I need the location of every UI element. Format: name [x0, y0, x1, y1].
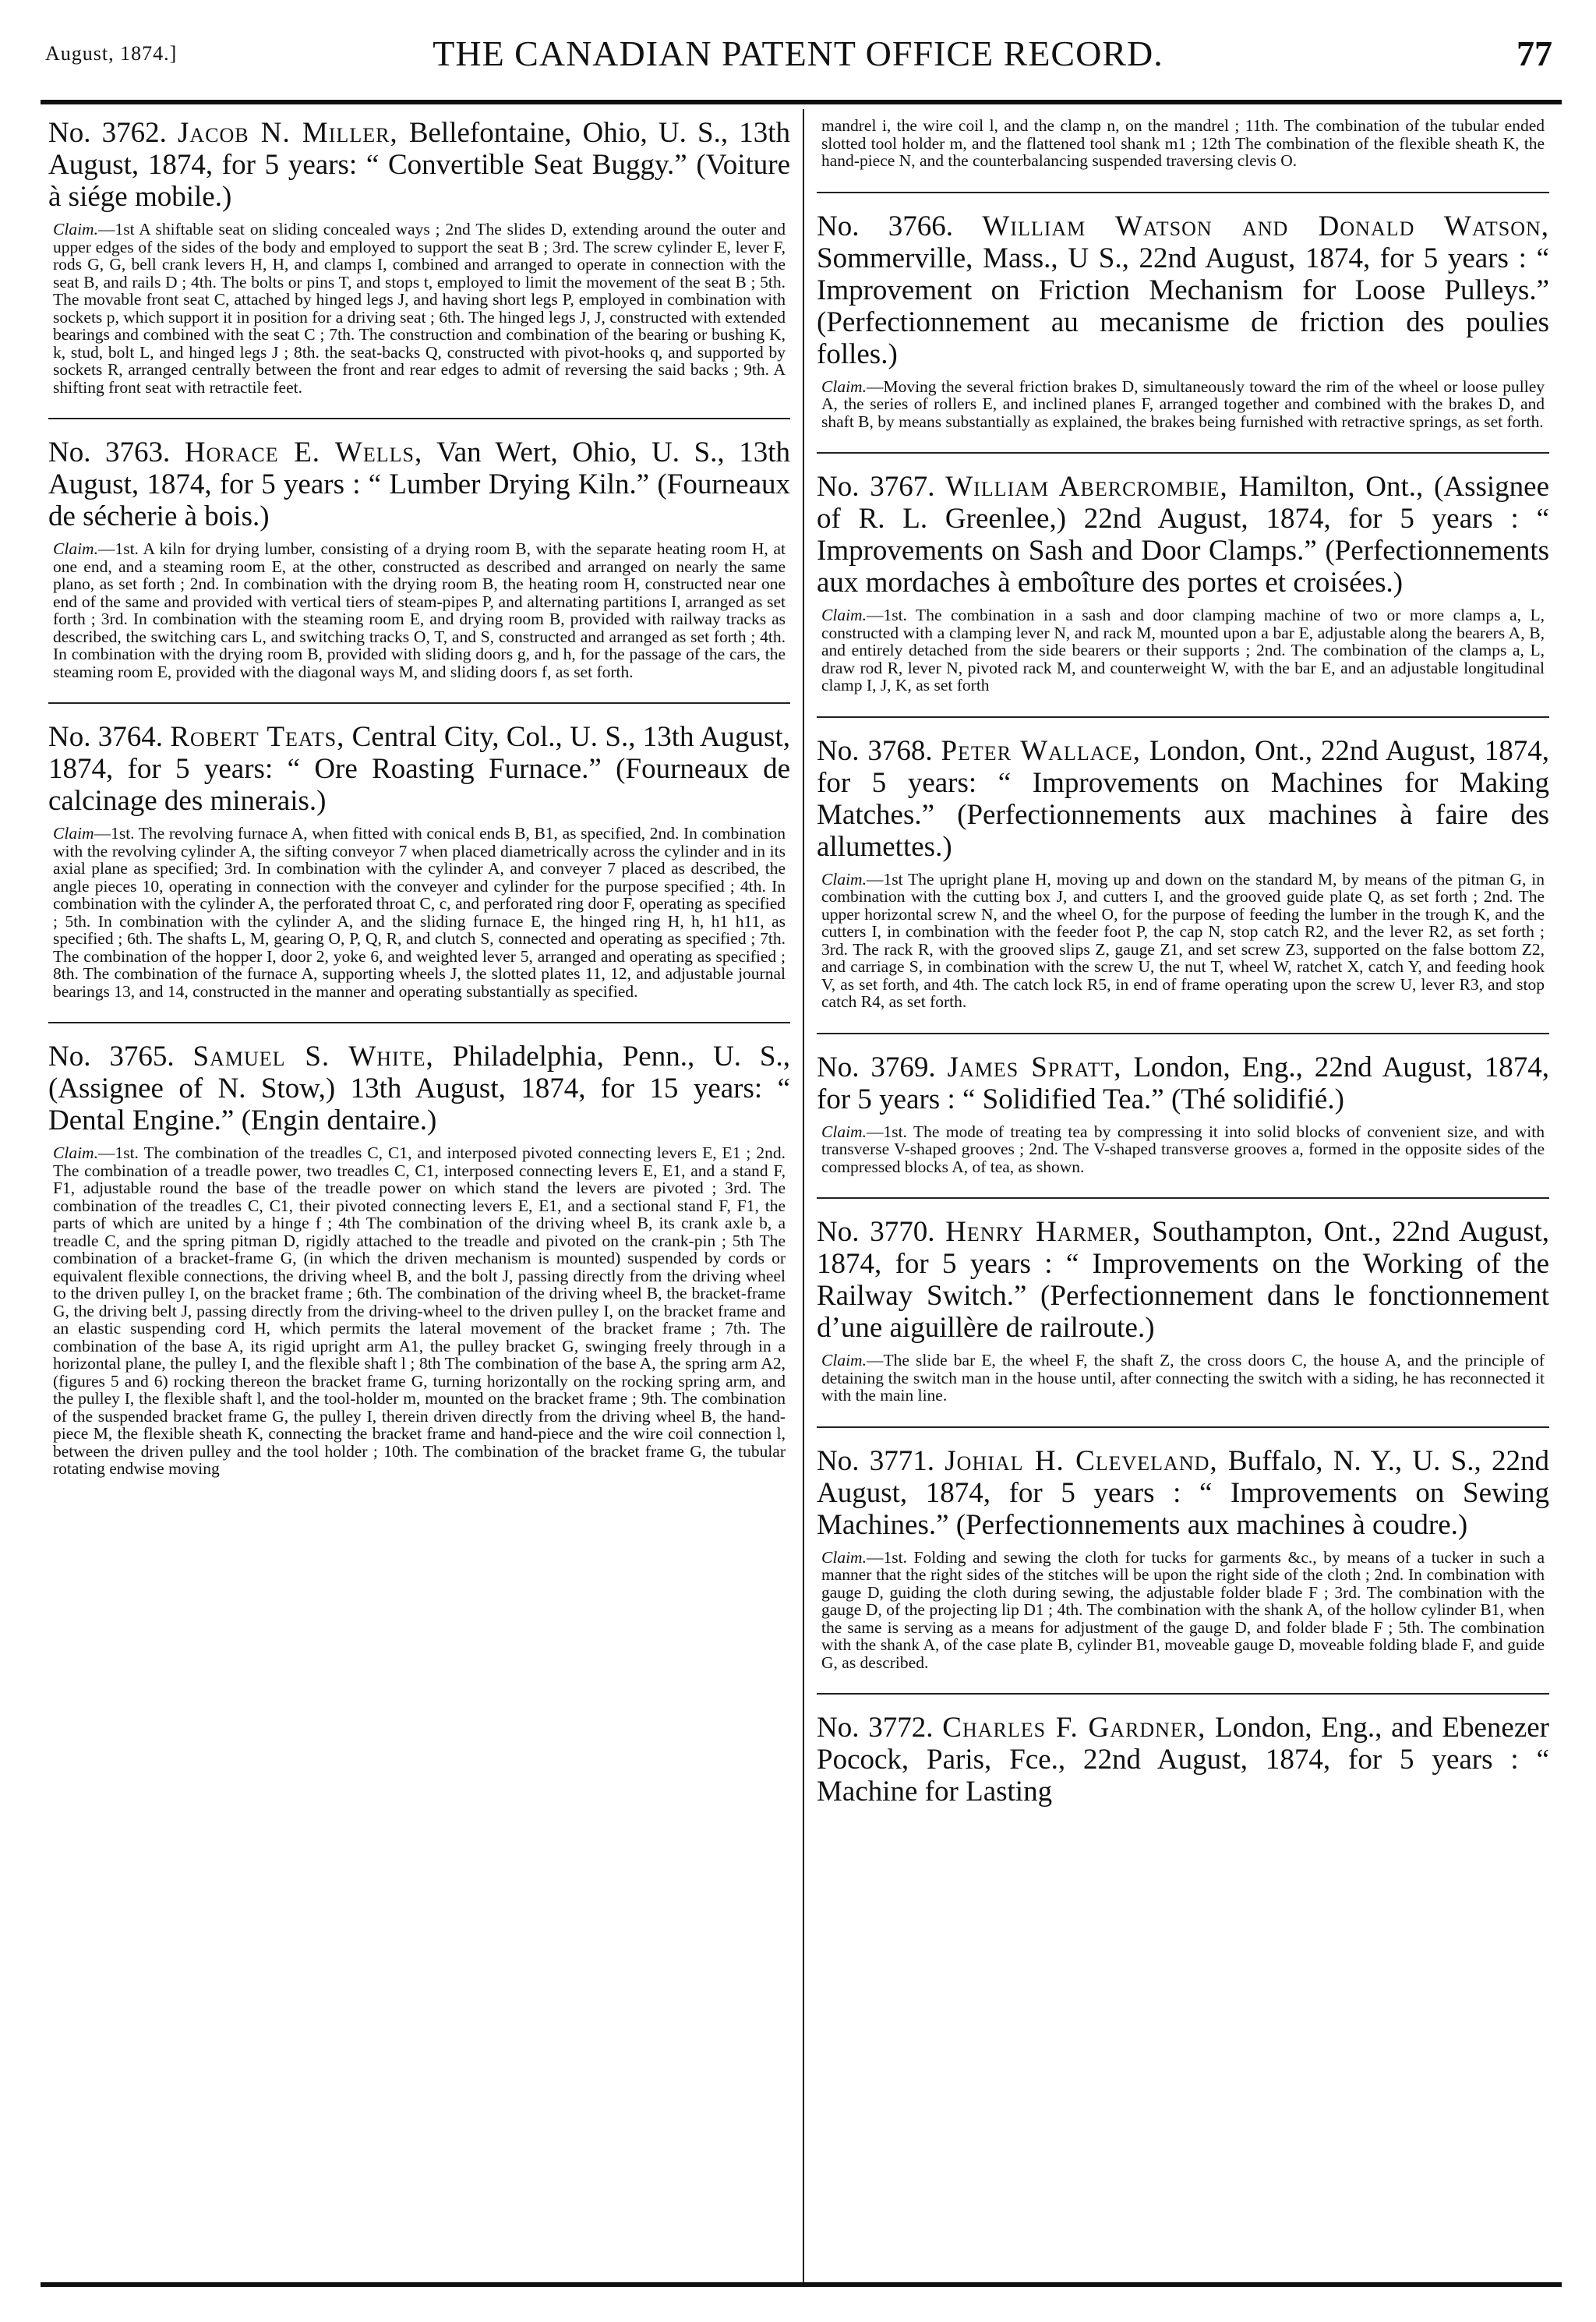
entry-heading — [48, 117, 790, 213]
patent-number: No. 3762. — [48, 117, 167, 149]
entry-divider — [817, 1426, 1549, 1428]
patent-details: Central City, Col., U. S., 13th August, 1874, for 5 years: “ Ore Roasting Furnace.” (Fourneaux de calcinage des minerais.) — [48, 721, 790, 817]
patent-entry-3765-continued — [817, 117, 1549, 170]
patent-details: Bellefontaine, Ohio, U. S., 13th August, 1874, for 5 years: “ Convertible Seat Buggy.” (Voiture à siége mobile.) — [48, 117, 790, 213]
page-number: 77 — [1517, 34, 1552, 73]
claim-label: Claim. — [821, 869, 867, 889]
claim-text — [48, 825, 790, 1000]
claim-label: Claim. — [821, 1122, 867, 1141]
patent-entry-3766 — [817, 210, 1549, 431]
claim-body: —1st. A kiln for drying lumber, consisting of a drying room B, with the separate heating room H, at one end, and a steaming room E, at the other, constructed as described and arranged on nearly the same plano, as set forth ; 2nd. In combination with the drying room B, the heating room H, constructed near one end of the same and provided with vertical tiers of steam-pipes P, and alternating partitions I, arranged as set forth ; 3rd. In combination with the steaming room E, and drying room B, provided with railway tracks as described, the switching cars L, and switching tracks O, T, and S, constructed and arranged as set forth ; 4th. In combination with the drying room B, provided with sliding doors g, and h, for the passage of the cars, the steaming room E, provided with the diagonal ways M, and sliding doors f, as set forth. — [53, 539, 786, 681]
patent-entry-3763 — [48, 436, 790, 680]
claim-body: —1st. The revolving furnace A, when fitted with conical ends B, B1, as specified, 2nd. In combination with the revolving cylinder A, the sifting conveyor 7 when placed diametrically across the cylinder and in its axial plane as specified; 3rd. In combination with the cylinder A, and conveyer 7 placed as described, the angle pieces 10, operating in connection with the conveyer and cylinder for the purpose specified ; 4th. In combination with the cylinder A, the perforated throat C, c, and perforated ring door F, operating as specified ; 5th. In combination with the cylinder A, and the sliding furnace E, the hinged ring H, h, h1 h11, as specified ; 6th. The shafts L, M, gearing O, P, Q, R, and clutch S, connected and operating as specified ; 7th. The combination of the hopper I, door 2, yoke 6, and weighted lever 5, arranged and operating as specified ; 8th. The combination of the furnace A, supporting wheels J, the slotted plates 11, 12, and adjustable journal bearings 13, and 14, constructed in the manner and operating substantially as specified. — [53, 824, 786, 1001]
entry-divider — [48, 418, 790, 419]
claim-body: —1st. The mode of treating tea by compressing it into solid blocks of convenient size, and with transverse V-shaped grooves ; 2nd. The V-shaped transverse grooves a, formed in the opposite sides of the compressed blocks A, of tea, as shown. — [821, 1122, 1545, 1176]
claim-text — [817, 1352, 1549, 1405]
patent-details: Southampton, Ont., 22nd August, 1874, for 5 years : “ Improvements on the Working of the Railway Switch.” (Perfectionnement dans le fonctionnement d’une aiguillère de railroute.) — [817, 1216, 1549, 1344]
entry-heading — [817, 1216, 1549, 1344]
claim-label: Claim. — [53, 1143, 98, 1162]
inventor-name: William Abercrombie, — [945, 471, 1228, 503]
entry-divider — [817, 452, 1549, 454]
entry-heading — [48, 721, 790, 817]
entry-heading — [817, 735, 1549, 863]
claim-body: —1st. The combination of the treadles C, C1, and interposed pivoted connecting levers E, E1 ; 2nd. The combination of a treadle power, two treadles C, C1, interposed connecting levers E, E1, and a stand F, F1, adjustable round the base of the treadle power on which stand the levers are pivoted ; 3rd. The combination of the treadles C, C1, their pivoted connecting levers E, E1, and a sectional stand F, F1, the parts of which are united by a hinge f ; 4th The combination of the driving wheel B, its crank axle b, a treadle C, and the spring pitman D, rigidly attached to the treadle and pivoted on the crank-pin ; 5th The combination of a bracket-frame G, (in which the driven mechanism is mounted) suspended by cords or equivalent flexible connections, the driving wheel B, and the bolt J, passing directly from the driving wheel to the driven pulley I, on the bracket frame ; 6th. The combination of the driving wheel B, the bracket-frame G, the driving belt J, passing directly from the driving-wheel to the driven pulley I, on the bracket frame and an elastic suspending cord H, which permits the lateral movement of the bracket frame ; 7th. The combination of the base A, its rigid upright arm A1, the pulley bracket G, swinging freely through in a horizontal plane, the pulley I, and the flexible shaft l ; 8th The combination of the base A, the spring arm A2, (figures 5 and 6) rocking thereon the bracket frame G, turning horizontally on the rocking spring arm, and the pulley I, the flexible shaft l, and the tool-holder m, mounted on the bracket frame ; 9th. The combination of the suspended bracket frame G, the pulley I, therein driven directly from the driving wheel B, the hand-piece M, the flexible sheath K, connecting the bracket frame and hand-piece and the wire coil connection l, between the driven pulley and the tool holder ; 10th. The combination of the bracket frame G, the tubular rotating endwise moving — [53, 1143, 786, 1478]
patent-entry-3765 — [48, 1041, 790, 1478]
patent-entry-3762 — [48, 117, 790, 396]
claim-text-continued: mandrel i, the wire coil l, and the clamp n, on the mandrel ; 11th. The combination of the tubular ended slotted tool holder m, and the flattened tool shank m1 ; 12th The combination of the flexible sheath K, the hand-piece N, and the counterbalancing suspended traversing clevis O. — [821, 117, 1545, 170]
claim-body: —1st. The combination in a sash and door clamping machine of two or more clamps a, L, constructed with a clamping lever N, and rack M, mounted upon a bar E, adjustable along the bearers A, B, and entirely detached from the side bearers or their supports ; 2nd. The combination of the clamps a, L, draw rod R, lever N, pivoted rack M, and counterweight W, with the bar E, and an adjustable longitudinal clamp I, J, K, as set forth — [821, 606, 1545, 694]
patent-details: London, Eng., 22nd August, 1874, for 5 years : “ Solidified Tea.” (Thé solidifié.) — [817, 1051, 1549, 1115]
patent-number: No. 3766. — [817, 210, 954, 242]
patent-number: No. 3768. — [817, 734, 933, 767]
inventor-name: William Watson and Donald Watson, — [982, 210, 1549, 242]
patent-details: Hamilton, Ont., (Assignee of R. L. Greenlee,) 22nd August, 1874, for 5 years : “ Improvements on Sash and Door Clamps.” (Perfectionnements aux mordaches à emboîture des portes et croisées.) — [817, 471, 1549, 599]
claim-body: —1st The upright plane H, moving up and down on the standard M, by means of the pitman G, in combination with the cutting box J, and cutters I, and the grooved guide plate Q, as set forth ; 2nd. The upper horizontal screw N, and the wheel O, for the purpose of feeding the lumber in the trough K, and the cutters I, in combination with the feeder foot P, the cap N, stop catch R2, and the lever R2, as set forth ; 3rd. The rack R, with the grooved slips Z, gauge Z1, and set screw Z3, supported on the false bottom Z2, and carriage S, in combination with the screw U, the nut T, wheel W, ratchet X, catch Y, and feeding hook V, as set forth, and 4th. The catch lock R5, in end of frame operating upon the screw U, lever R3, and stop catch R4, as set forth. — [821, 869, 1545, 1011]
column-divider — [803, 109, 804, 2282]
claim-text — [48, 540, 790, 680]
claim-body: —1st A shiftable seat on sliding concealed ways ; 2nd The slides D, extending around the outer and upper edges of the sides of the body and employed to support the seat B ; 3rd. The screw cylinder E, lever F, rods G, G, bell crank levers H, H, and clamps I, combined and arranged to operate in connection with the seat B, and rails D ; 4th. The bolts or pins T, and stops t, employed to limit the movement of the seat B ; 5th. The movable front seat C, attached by hinged legs J, and having short legs P, employed in combination with sockets p, which support it in position for a driving seat ; 6th. The hinged legs J, J, constructed with extended bearings and combined with the seat C ; 7th. The construction and combination of the bearing or bushing K, k, stud, bolt L, and hinged legs J ; 8th. the seat-backs Q, constructed with pivot-hooks q, and supported by sockets R, arranged centrally between the front and rear edges to admit of reversing the said backs ; 9th. A shifting front seat with retractile feet. — [53, 220, 786, 397]
patent-entry-3772 — [817, 1712, 1549, 1808]
patent-details: Buffalo, N. Y., U. S., 22nd August, 1874, for 5 years : “ Improvements on Sewing Machines.” (Perfectionnements aux machines à coudre.) — [817, 1444, 1549, 1541]
entry-heading — [817, 1445, 1549, 1541]
patent-number: No. 3770. — [817, 1216, 935, 1248]
claim-label: Claim. — [821, 1547, 867, 1567]
claim-label: Claim. — [53, 220, 98, 239]
patent-number: No. 3763. — [48, 436, 171, 468]
claim-label: Claim. — [53, 539, 98, 558]
inventor-name: James Spratt, — [947, 1051, 1122, 1083]
claim-text — [817, 1123, 1549, 1176]
patent-entry-3771 — [817, 1445, 1549, 1672]
entry-divider — [48, 702, 790, 704]
claim-label: Claim — [53, 824, 94, 843]
left-column — [48, 117, 790, 2281]
patent-details: Van Wert, Ohio, U. S., 13th August, 1874, for 5 years : “ Lumber Drying Kiln.” (Fourneaux de sécherie à bois.) — [48, 436, 790, 532]
running-head — [0, 33, 1596, 72]
inventor-name: Peter Wallace, — [941, 734, 1141, 767]
entry-divider — [817, 716, 1549, 718]
inventor-name: Samuel S. White, — [192, 1041, 434, 1073]
patent-details: London, Eng., and Ebenezer Pocock, Paris, Fce., 22nd August, 1874, for 5 years : “ Machine for Lasting — [817, 1712, 1549, 1808]
claim-body: —Moving the several friction brakes D, simultaneously toward the rim of the wheel or loose pulley A, the series of rollers E, and inclined planes F, arranged together and combined with the brakes D, and shaft B, by means substantially as explained, the brakes being furnished with retractive springs, as set forth. — [821, 376, 1545, 431]
entry-heading — [48, 1041, 790, 1136]
inventor-name: Charles F. Gardner, — [942, 1712, 1206, 1744]
patent-details: London, Ont., 22nd August, 1874, for 5 years: “ Improvements on Machines for Making Matches.” (Perfectionnements aux machines à faire des allumettes.) — [817, 734, 1549, 863]
inventor-name: Henry Harmer, — [945, 1216, 1142, 1248]
entry-heading — [48, 436, 790, 532]
entry-heading — [817, 1712, 1549, 1808]
right-column — [817, 117, 1549, 2281]
entry-divider — [817, 1197, 1549, 1199]
patent-number: No. 3767. — [817, 471, 935, 503]
claim-body: —1st. Folding and sewing the cloth for tucks for garments &c., by means of a tucker in such a manner that the right sides of the stitches will be upon the right side of the cloth ; 2nd. In combination with gauge D, guiding the cloth during sewing, the adjustable folder blade F ; 3rd. The combination with the gauge D, of the projecting lip D1 ; 4th. The combination with the shank A, of the hollow cylinder B1, when the same is serving as a means for adjustment of the gauge D, and folder blade F ; 5th. The combination with the shank A, of the case plate B, cylinder B1, moveable gauge D, moveable folding blade F, and guide G, as described. — [821, 1547, 1545, 1672]
entry-divider — [817, 1693, 1549, 1695]
patent-number: No. 3769. — [817, 1051, 936, 1083]
claim-text — [817, 378, 1549, 431]
patent-details: Philadelphia, Penn., U. S., (Assignee of N. Stow,) 13th August, 1874, for 15 years: “ Dental Engine.” (Engin dentaire.) — [48, 1041, 790, 1136]
claim-label: Claim. — [821, 376, 867, 396]
patent-entry-3769 — [817, 1051, 1549, 1176]
claim-text — [817, 606, 1549, 694]
claim-label: Claim. — [821, 1351, 867, 1370]
patent-entry-3767 — [817, 471, 1549, 694]
claim-text — [48, 1144, 790, 1478]
patent-number: No. 3764. — [48, 721, 164, 753]
inventor-name: Johial H. Cleveland, — [945, 1444, 1218, 1477]
inventor-name: Horace E. Wells, — [184, 436, 423, 468]
claim-text — [817, 871, 1549, 1011]
publication-title: THE CANADIAN PATENT OFFICE RECORD. — [433, 34, 1163, 73]
claim-text — [817, 1549, 1549, 1672]
inventor-name: Robert Teats, — [170, 721, 345, 753]
entry-heading — [817, 210, 1549, 370]
patent-entry-3764 — [48, 721, 790, 1000]
entry-heading — [817, 1051, 1549, 1115]
patent-number: No. 3765. — [48, 1041, 175, 1073]
patent-details: Sommerville, Mass., U S., 22nd August, 1874, for 5 years : “ Improvement on Friction Mechanism for Loose Pulleys.” (Perfectionnement au mecanisme de friction des poulies folles.) — [817, 242, 1549, 370]
patent-entry-3768 — [817, 735, 1549, 1011]
entry-heading — [817, 471, 1549, 599]
claim-label: Claim. — [821, 606, 867, 624]
patent-number: No. 3772. — [817, 1712, 934, 1744]
patent-entry-3770 — [817, 1216, 1549, 1405]
entry-divider — [817, 1033, 1549, 1034]
entry-divider — [817, 192, 1549, 193]
patent-number: No. 3771. — [817, 1444, 934, 1477]
inventor-name: Jacob N. Miller, — [178, 117, 398, 149]
entry-divider — [48, 1022, 790, 1023]
claim-body: —The slide bar E, the wheel F, the shaft Z, the cross doors C, the house A, and the principle of detaining the switch man in the house until, after connecting the switch with a siding, he has reconnected it with the main line. — [821, 1351, 1545, 1405]
claim-text — [48, 221, 790, 396]
issue-date: August, 1874.] — [45, 42, 178, 65]
